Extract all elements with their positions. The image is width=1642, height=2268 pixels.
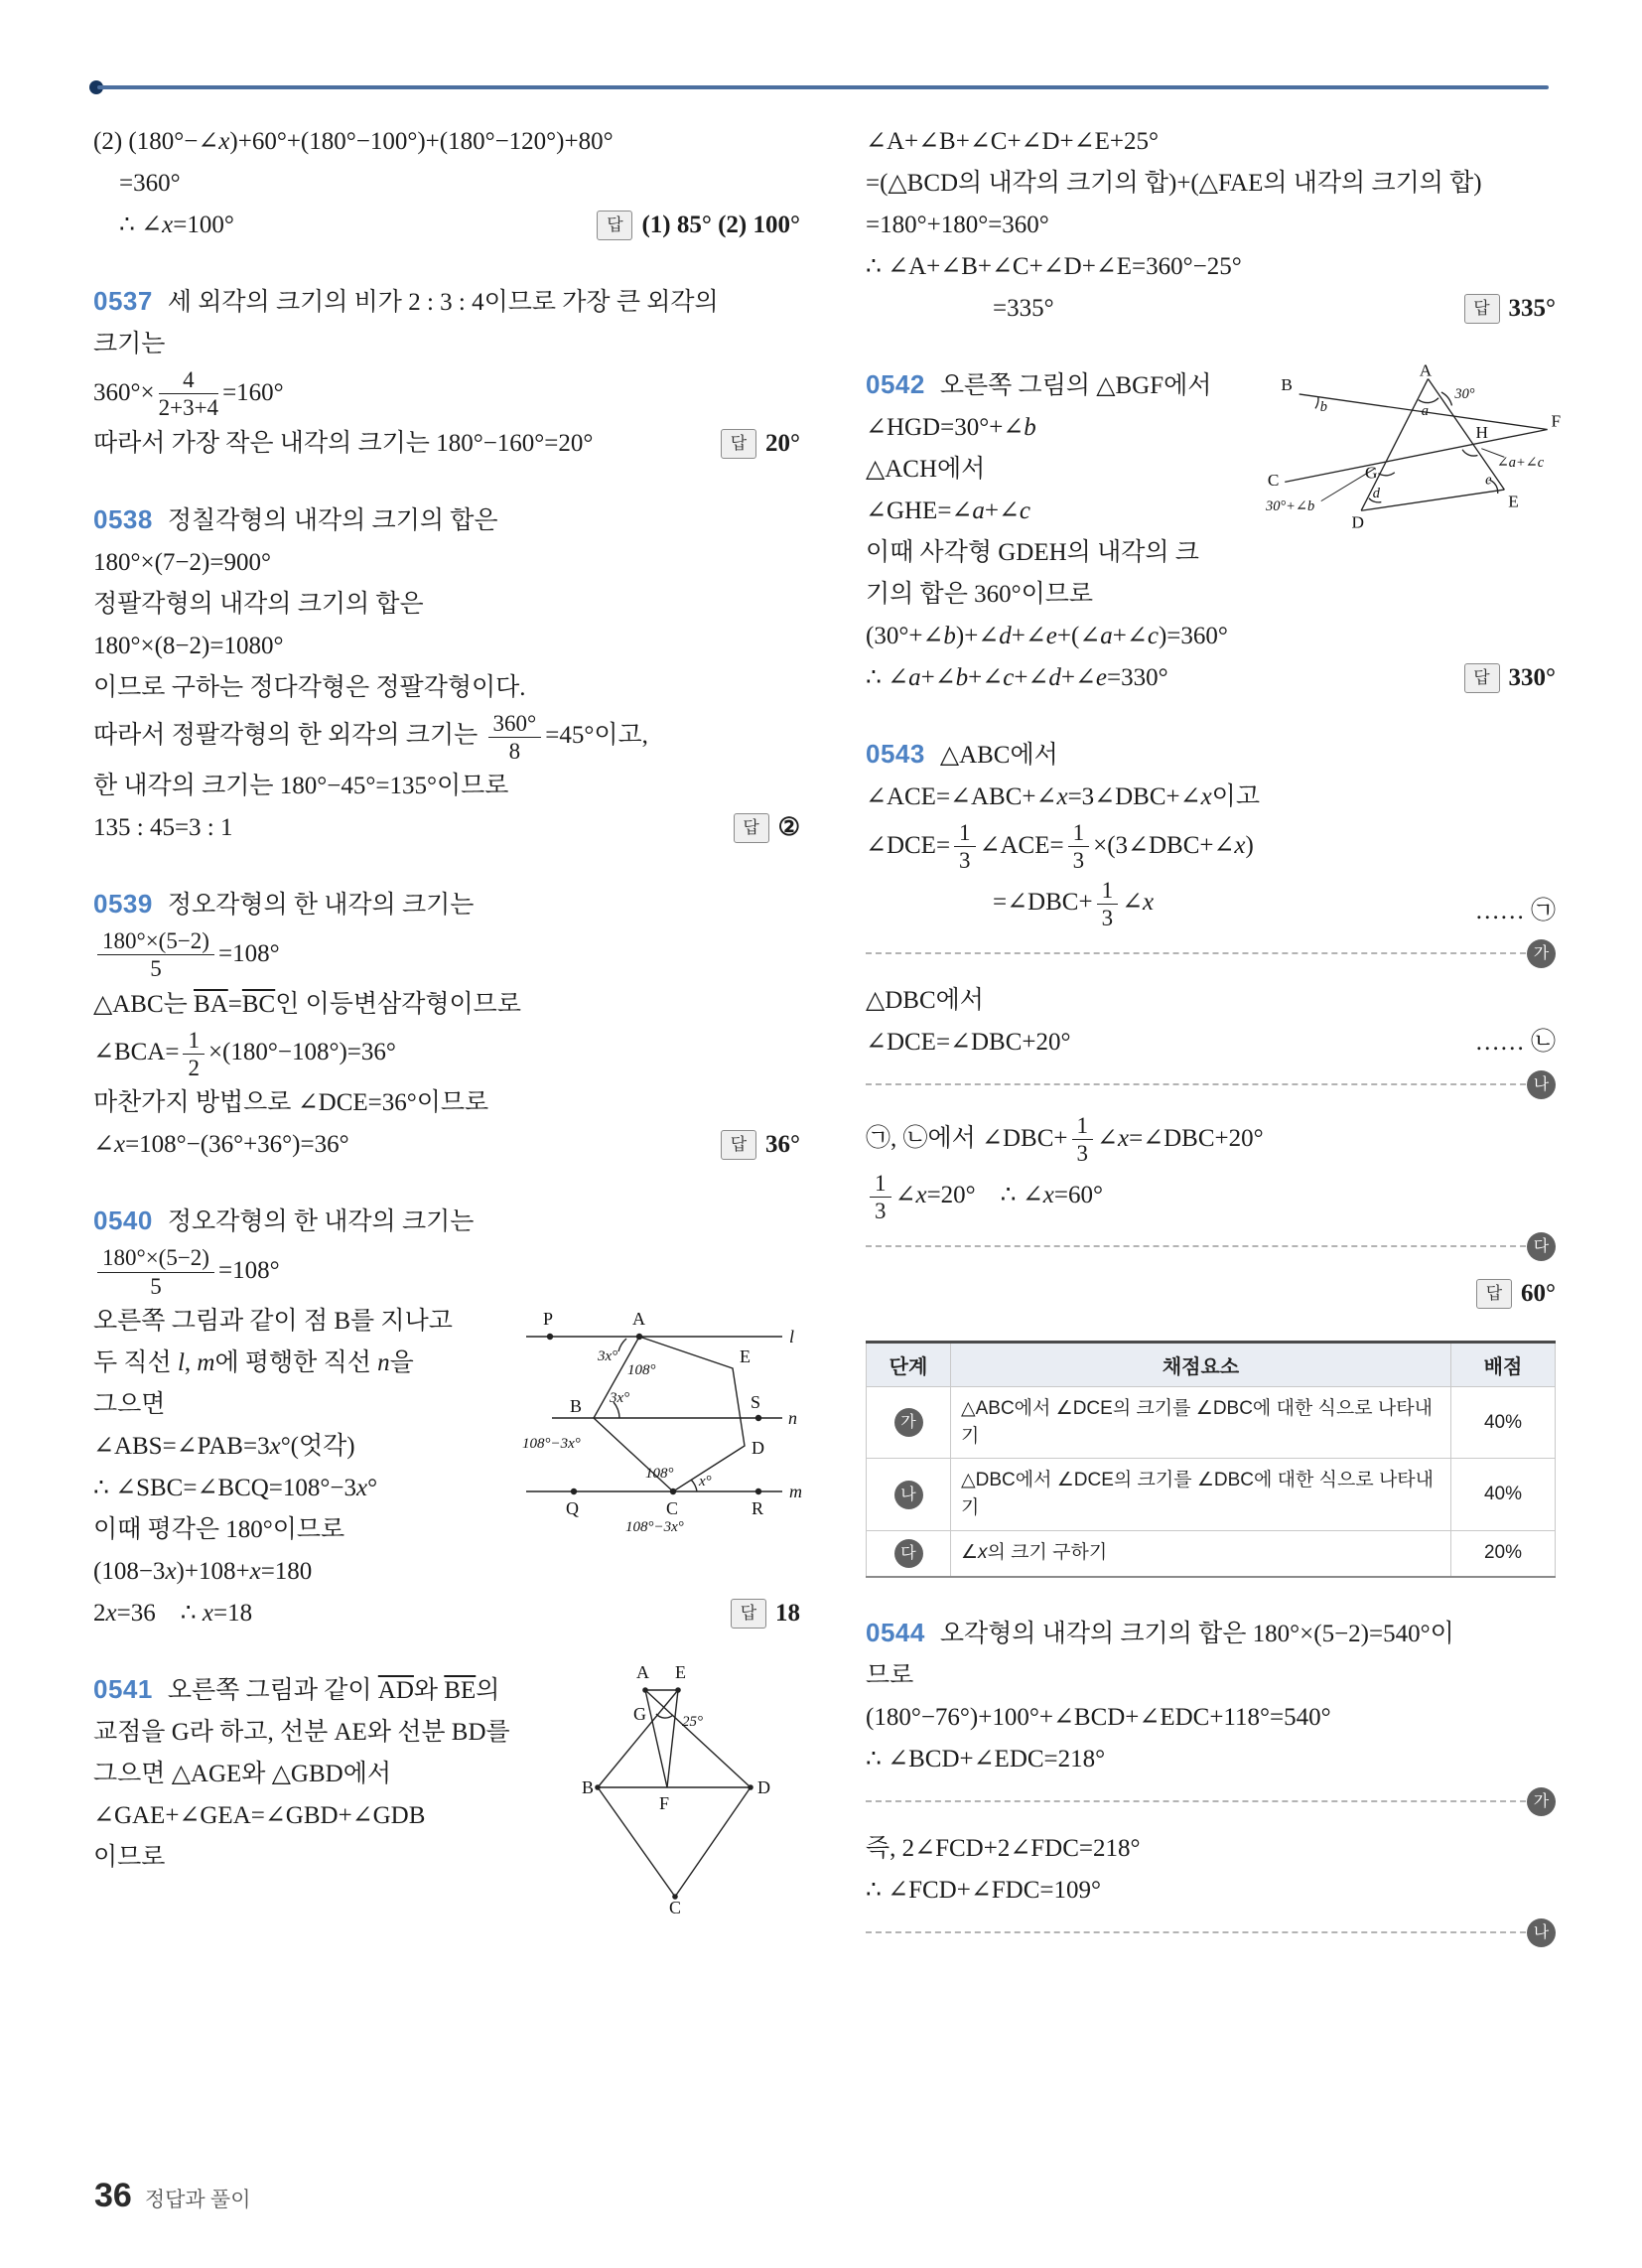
line-text: =∠DBC+ $\frac{1}{3}$ ∠x [993, 877, 1155, 930]
line-text: 이므로 [93, 1843, 166, 1871]
answer-badge: 답 [734, 813, 769, 843]
page-footer [94, 2177, 251, 2215]
step-cell [867, 1387, 951, 1459]
point-label-B: B [582, 1776, 595, 1797]
line-text: 두 직선 l, m에 평행한 직선 n을 [93, 1348, 414, 1376]
text-line [866, 1828, 1556, 1870]
line-text: 오른쪽 그림과 같이 $\overline{AD}$와 $\overline{BE}$의 [167, 1676, 500, 1704]
line-text: ∴ ∠SBC=∠BCQ=108°−3x° [93, 1474, 378, 1501]
point-label-B: B [570, 1396, 583, 1417]
line-text: 그으면 △AGE와 △GBD에서 [93, 1760, 392, 1787]
answer [721, 1128, 800, 1162]
solution-block [93, 121, 800, 246]
criteria-cell: △ABC에서 ∠DCE의 크기를 ∠DBC에 대한 식으로 나타내기 [951, 1387, 1451, 1459]
point-label-B: B [1281, 375, 1293, 395]
text-line [866, 777, 1556, 818]
line-text: =360° [119, 170, 181, 197]
line-text: =180°+180°=360° [866, 212, 1049, 238]
point-label-E: E [740, 1347, 751, 1367]
point-label-G: G [633, 1703, 646, 1724]
line-text: (30°+∠b)+∠d+∠e+(∠a+∠c)=360° [866, 623, 1228, 649]
angle-label-ac: ∠a+∠c [1496, 455, 1545, 471]
answer-value: 18 [775, 1599, 800, 1627]
fraction: $\frac{4}{2+3+4}$ [158, 367, 219, 421]
text-line [93, 163, 800, 205]
point-label-H: H [1475, 423, 1489, 443]
text-line [93, 205, 800, 246]
step-badge: 가 [1527, 1787, 1556, 1816]
answer-badge: 답 [721, 429, 756, 459]
fraction: $\frac{180^\circ\times(5-2)}{5}$ [97, 928, 214, 982]
problem-0542 [866, 360, 1562, 699]
text-line [93, 1124, 800, 1166]
point-label-C: C [666, 1498, 679, 1519]
text-line [866, 288, 1556, 330]
line-text: $\frac{180^\circ\times(5-2)}{5}$ =108° [93, 1257, 280, 1284]
angle-label-sbc: 108°−3x° [522, 1436, 581, 1453]
points-cell: 40% [1451, 1459, 1556, 1530]
answer-badge: 답 [1476, 1279, 1512, 1309]
line-text: ∠HGD=30°+∠b [866, 414, 1036, 441]
fraction: $\frac{1}{3}$ [1097, 878, 1119, 931]
answer-value: 20° [765, 429, 800, 457]
line-text: 이므로 구하는 정다각형은 정팔각형이다. [93, 673, 526, 701]
line-text: 정오각형의 한 내각의 크기는 [167, 1208, 475, 1236]
problem-number: 0541 [93, 1673, 153, 1704]
table-row [867, 1530, 1556, 1577]
answer [1476, 1277, 1556, 1311]
text-line [866, 163, 1556, 205]
line-text: △ABC는 $\overline{BA}=\overline{BC}$인 이등변삼각형이므로 [93, 990, 521, 1018]
text-line [93, 807, 800, 849]
problem-0540 [93, 1200, 800, 1634]
text-line [93, 667, 800, 709]
line-text: 이때 사각형 GDEH의 내각의 크 [866, 539, 1199, 566]
problem-number: 0537 [93, 286, 153, 316]
text-line [93, 423, 800, 465]
problem-number: 0543 [866, 739, 925, 769]
point-label-D: D [752, 1438, 764, 1459]
fraction: $\frac{1}{2}$ [183, 1028, 205, 1081]
line-text: ∴ ∠x=100° [119, 212, 234, 238]
answer-value: 60° [1521, 1280, 1556, 1308]
text-line [866, 818, 1556, 876]
table-row [867, 1459, 1556, 1530]
text-line [866, 1697, 1556, 1739]
text-line [93, 709, 800, 767]
line-text: (2) (180°−∠x)+60°+(180°−100°)+(180°−120°)+80° [93, 128, 614, 155]
line-text: 2x=36 ∴ x=18 [93, 1599, 253, 1627]
text-line [93, 1082, 800, 1124]
line-text: 180°×(7−2)=900° [93, 548, 271, 576]
problem-0543 [866, 733, 1556, 1578]
line-text: 따라서 가장 작은 내각의 크기는 180°−160°=20° [93, 429, 594, 457]
problem-number: 0542 [866, 369, 925, 399]
step-badge: 나 [894, 1481, 923, 1509]
line-text: 세 외각의 크기의 비가 2 : 3 : 4이므로 가장 큰 외각의 [167, 289, 719, 316]
point-label-A: A [632, 1309, 645, 1330]
point-label-P: P [543, 1309, 554, 1330]
line-text: 교점을 G라 하고, 선분 AE와 선분 BD를 [93, 1718, 510, 1746]
left-column [93, 121, 800, 1972]
angle-label-abs: 3x° [610, 1390, 630, 1407]
text-line [93, 1243, 800, 1301]
angle-label-b: b [1319, 399, 1328, 416]
angle-label-a-int: 108° [627, 1362, 656, 1379]
point-label-C: C [1267, 471, 1280, 491]
answer-value: 335° [1508, 295, 1556, 322]
point-label-E: E [1508, 492, 1519, 511]
fraction: $\frac{1}{3}$ [870, 1171, 891, 1224]
angle-label-a: a [1421, 403, 1429, 420]
point-label-D: D [757, 1776, 770, 1797]
line-text: 정팔각형의 내각의 크기의 합은 [93, 590, 424, 618]
right-column [866, 121, 1562, 1967]
line-label-m: m [789, 1482, 802, 1502]
problem-0539 [93, 883, 800, 1166]
line-text: 즉, 2∠FCD+2∠FDC=218° [866, 1834, 1141, 1862]
angle-label-bcq: 108°−3x° [625, 1519, 684, 1536]
diagram-0541 [582, 1661, 772, 1917]
diagram-0542 [1266, 360, 1564, 543]
criteria-cell: ∠x의 크기 구하기 [951, 1530, 1451, 1577]
line-label-n: n [788, 1408, 797, 1429]
line-text: ∠GAE+∠GEA=∠GBD+∠GDB [93, 1801, 426, 1829]
step-badge: 다 [894, 1539, 923, 1568]
text-line [866, 1273, 1556, 1315]
line-text: 한 내각의 크기는 180°−45°=135°이므로 [93, 773, 509, 800]
line-text: 이때 평각은 180°이므로 [93, 1515, 345, 1543]
table-header: 단계 [867, 1343, 951, 1387]
text-line [866, 246, 1556, 288]
line-text: $\frac{1}{3}$ ∠x=20° ∴ ∠x=60° [866, 1182, 1103, 1208]
line-text: 180°×(8−2)=1080° [93, 632, 284, 659]
step-cell [867, 1530, 951, 1577]
answer-value: (1) 85° (2) 100° [641, 212, 800, 238]
line-text: 360°× $\frac{4}{2+3+4}$ =160° [93, 367, 284, 421]
problem-number: 0540 [93, 1205, 153, 1236]
line-text: (180°−76°)+100°+∠BCD+∠EDC+118°=540° [866, 1703, 1331, 1731]
line-text: △DBC에서 [866, 987, 984, 1015]
line-text: ∠GHE=∠a+∠c [866, 497, 1031, 524]
text-line [866, 1022, 1556, 1063]
line-text: =335° [993, 295, 1054, 322]
line-text: 135 : 45=3 : 1 [93, 814, 233, 842]
problem-0544 [866, 1612, 1556, 1941]
line-text: =(△BCD의 내각의 크기의 합)+(△FAE의 내각의 크기의 합) [866, 170, 1482, 197]
grading-table [866, 1341, 1556, 1577]
text-line [93, 926, 800, 984]
table-header: 배점 [1451, 1343, 1556, 1387]
text-line [866, 1612, 1556, 1655]
fraction: $\frac{360^\circ}{8}$ [488, 711, 542, 765]
text-line [93, 1551, 800, 1593]
text-line [93, 280, 800, 324]
step-cell [867, 1459, 951, 1530]
line-text: 므로 [866, 1661, 914, 1689]
text-line [93, 766, 800, 807]
point-label-A: A [636, 1661, 649, 1682]
text-line [93, 1200, 800, 1243]
dashed-separator [866, 1923, 1556, 1941]
line-text: 크기는 [93, 331, 166, 357]
line-text: ∴ ∠BCD+∠EDC=218° [866, 1745, 1106, 1772]
text-line [866, 980, 1556, 1022]
dashed-separator [866, 1792, 1556, 1810]
problem-number: 0538 [93, 503, 153, 534]
text-line [93, 1593, 800, 1634]
text-line [866, 205, 1556, 246]
text-line [866, 733, 1556, 777]
problem-0537 [93, 280, 800, 465]
problem-0541 [93, 1661, 800, 1938]
answer-badge: 답 [731, 1599, 766, 1629]
line-text: 오른쪽 그림과 같이 점 B를 지나고 [93, 1307, 453, 1335]
angle-label-e: e [1485, 472, 1492, 489]
point-label-A: A [1419, 360, 1433, 380]
line-text: ㉠, ㉡에서 ∠DBC+ $\frac{1}{3}$ ∠x=∠DBC+20° [866, 1113, 1264, 1167]
points-cell: 40% [1451, 1387, 1556, 1459]
text-line [93, 883, 800, 926]
dashed-separator [866, 1238, 1556, 1256]
text-line [93, 324, 800, 365]
table-header: 채점요소 [951, 1343, 1451, 1387]
dashed-separator [866, 1076, 1556, 1094]
text-line [866, 876, 1556, 933]
answer [1464, 292, 1557, 326]
answer-badge: 답 [721, 1130, 756, 1160]
reference-mark: …… ㉠ [1474, 898, 1556, 925]
text-line [866, 1111, 1556, 1169]
angle-label-30: 30° [1454, 385, 1475, 402]
answer [721, 427, 800, 461]
step-badge: 다 [1527, 1232, 1556, 1261]
text-line [866, 657, 1556, 699]
dashed-separator [866, 945, 1556, 963]
answer-value: 330° [1508, 664, 1556, 691]
diagram-points [595, 1687, 753, 1900]
point-label-S: S [751, 1392, 761, 1413]
point-label-F: F [659, 1792, 670, 1813]
line-text: 오각형의 내각의 크기의 합은 180°×(5−2)=540°이 [939, 1620, 1454, 1647]
angle-label-x: x° [699, 1474, 712, 1490]
line-label-l: l [789, 1327, 795, 1347]
diagram-0540 [522, 1303, 802, 1535]
line-text: ∠x=108°−(36°+36°)=36° [93, 1131, 349, 1159]
problem-number: 0539 [93, 889, 153, 920]
text-line [866, 1739, 1556, 1780]
line-text: ∠A+∠B+∠C+∠D+∠E+25° [866, 128, 1159, 155]
text-line [93, 984, 800, 1026]
line-text: ∠ACE=∠ABC+∠x=3∠DBC+∠x이고 [866, 783, 1260, 810]
step-badge: 가 [1527, 939, 1556, 968]
fraction: $\frac{1}{3}$ [1068, 820, 1090, 874]
angle-label-25: 25° [682, 1713, 703, 1730]
angle-label-c-int: 108° [645, 1466, 674, 1483]
step-badge: 나 [1527, 1070, 1556, 1099]
fraction: $\frac{180^\circ\times(5-2)}{5}$ [97, 1245, 214, 1299]
line-text: 정칠각형의 내각의 크기의 합은 [167, 506, 498, 534]
text-line [93, 121, 800, 163]
line-text: 기의 합은 360°이므로 [866, 581, 1094, 608]
line-text: ∴ ∠A+∠B+∠C+∠D+∠E=360°−25° [866, 253, 1242, 280]
line-text: ∠DCE=∠DBC+20° [866, 1029, 1071, 1057]
point-label-E: E [675, 1661, 686, 1682]
text-line [866, 616, 1556, 657]
solution-block [866, 121, 1556, 330]
page-number: 36 [94, 2177, 132, 2214]
table-row [867, 1387, 1556, 1459]
answer [731, 1597, 800, 1630]
footer-label: 정답과 풀이 [144, 2188, 251, 2211]
point-label-R: R [752, 1498, 764, 1519]
answer-badge: 답 [597, 211, 632, 240]
point-label-G: G [1365, 463, 1378, 483]
point-label-D: D [1351, 512, 1365, 532]
problem-number: 0544 [866, 1617, 925, 1647]
text-line [866, 121, 1556, 163]
reference-mark: …… ㉡ [1474, 1029, 1556, 1057]
text-line [866, 1870, 1556, 1912]
step-badge: 나 [1527, 1918, 1556, 1947]
text-line [866, 574, 1556, 616]
line-text: 따라서 정팔각형의 한 외각의 크기는 $\frac{360^\circ}{8}$ =45°이고, [93, 710, 648, 764]
line-text: 그으면 [93, 1390, 166, 1418]
fraction: $\frac{1}{3}$ [954, 820, 976, 874]
text-line [866, 1655, 1556, 1697]
criteria-cell: △DBC에서 ∠DCE의 크기를 ∠DBC에 대한 식으로 나타내기 [951, 1459, 1451, 1530]
line-text: ∠DCE= $\frac{1}{3}$ ∠ACE= $\frac{1}{3}$ ×(3∠DBC+∠x) [866, 820, 1254, 874]
angle-label-30b: 30°+∠b [1266, 498, 1315, 515]
points-cell: 20% [1451, 1530, 1556, 1577]
text-line [93, 626, 800, 667]
answer [734, 811, 800, 845]
diagram-lines [598, 1690, 751, 1897]
line-text: △ABC에서 [939, 742, 1058, 769]
angle-label-pab: 3x° [598, 1348, 618, 1365]
point-label-F: F [1551, 411, 1562, 431]
answer-badge: 답 [1464, 294, 1500, 324]
text-line [93, 542, 800, 584]
point-label-C: C [669, 1897, 682, 1917]
answer-value: ② [777, 814, 800, 842]
fraction: $\frac{1}{3}$ [1072, 1113, 1094, 1167]
line-text: 오른쪽 그림의 △BGF에서 [939, 372, 1212, 399]
text-line [866, 1169, 1556, 1226]
line-text: $\frac{180^\circ\times(5-2)}{5}$ =108° [93, 940, 280, 967]
step-badge: 가 [894, 1408, 923, 1437]
point-label-Q: Q [566, 1498, 579, 1519]
line-text: ∠BCA= $\frac{1}{2}$ ×(180°−108°)=36° [93, 1027, 396, 1081]
angle-label-d: d [1372, 485, 1380, 501]
line-text: (108−3x)+108+x=180 [93, 1557, 313, 1585]
answer [597, 209, 800, 242]
text-line [93, 498, 800, 542]
line-text: 정오각형의 한 내각의 크기는 [167, 892, 475, 920]
line-text: 마찬가지 방법으로 ∠DCE=36°이므로 [93, 1089, 489, 1117]
line-text: ∴ ∠FCD+∠FDC=109° [866, 1876, 1102, 1904]
text-line [93, 584, 800, 626]
text-line [93, 1026, 800, 1083]
line-text: ∠ABS=∠PAB=3x°(엇각) [93, 1432, 355, 1460]
answer [1464, 661, 1557, 695]
line-text: △ACH에서 [866, 456, 986, 483]
answer-value: 36° [765, 1131, 800, 1159]
header-rule [97, 85, 1549, 89]
line-text: ∴ ∠a+∠b+∠c+∠d+∠e=330° [866, 664, 1168, 691]
problem-0538 [93, 498, 800, 850]
answer-badge: 답 [1464, 663, 1500, 693]
text-line [93, 365, 800, 423]
